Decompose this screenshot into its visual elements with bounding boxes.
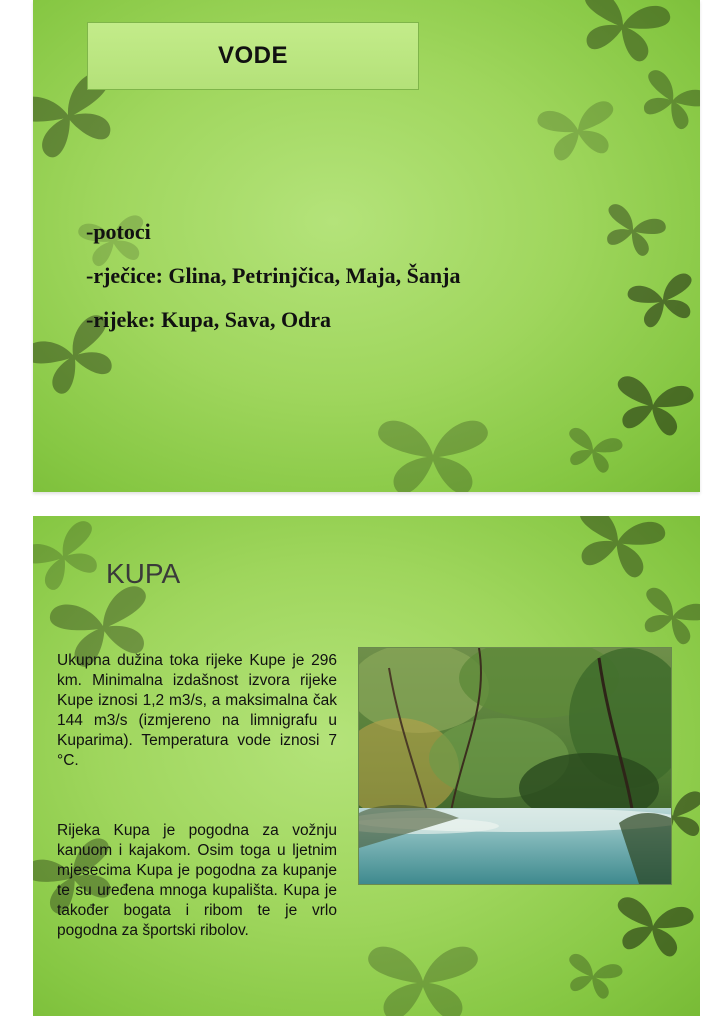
kupa-facts-paragraph: Ukupna dužina toka rijeke Kupe je 296 km. Minimalna izdašnost izvora rijeke Kupe iznosi 1,2 m3/s, a maksimalna čak 144 m3/s (izmjereno na limnigrafu u Kuparima). Temperatura vode iznosi 7 °C. bbox=[57, 652, 337, 769]
slide-kupa bbox=[33, 516, 700, 1016]
water-types-list bbox=[86, 214, 460, 346]
list-item-rjecice: -rječice: Glina, Petrinjčica, Maja, Šanja bbox=[86, 263, 461, 288]
slide-vode bbox=[33, 0, 700, 492]
kupa-activities-paragraph: Rijeka Kupa je pogodna za vožnju kanuom i kajakom. Osim toga u ljetnim mjesecima Kupa je pogodna za kupanje te su uređena mnoga kupališta. Kupa je također bogata i ribom te je vrlo pogodna za športski ribolov. bbox=[57, 822, 337, 939]
slide-title: VODE bbox=[217, 42, 288, 69]
list-item-rijeke: -rijeke: Kupa, Sava, Odra bbox=[86, 307, 332, 332]
kupa-river-photo bbox=[358, 647, 672, 885]
title-box bbox=[87, 22, 419, 90]
slide-title: KUPA bbox=[106, 558, 181, 589]
list-item-potoci: -potoci bbox=[86, 219, 151, 244]
river-landscape-icon bbox=[359, 648, 671, 884]
